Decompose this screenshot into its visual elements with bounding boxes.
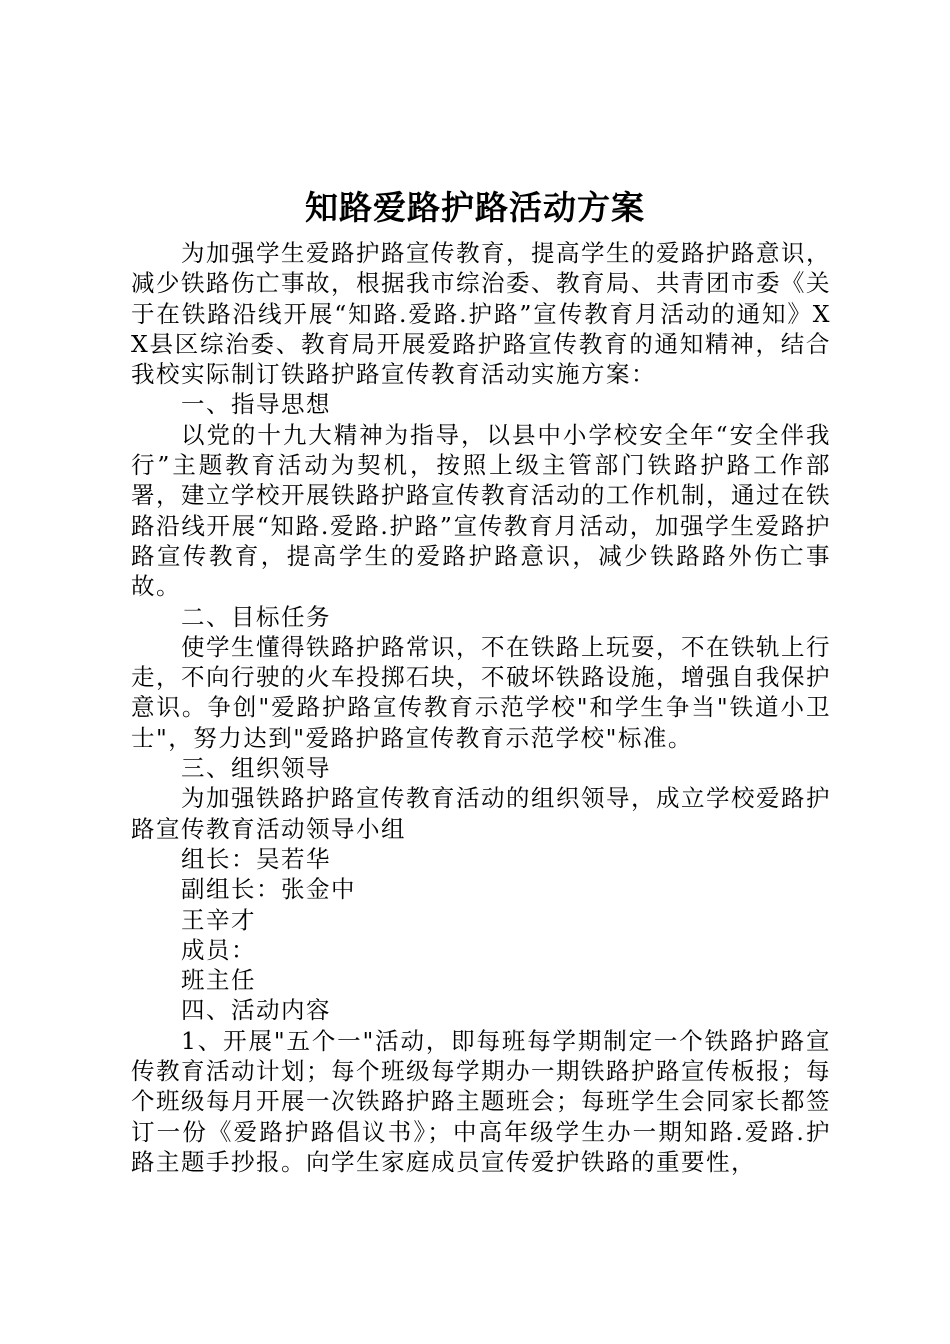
members-value: 班主任: [181, 966, 256, 995]
document-title: 知路爱路护路活动方案: [305, 188, 645, 227]
members-label: 成员：: [181, 935, 256, 964]
deputy-leader: 副组长：张金中: [181, 875, 356, 904]
activities-paragraph-1: 1、开展"五个一"活动，即每班每学期制定一个铁路护路宣传教育活动计划；每个班级每学期办一期铁路护路宣传板报；每个班级每月开展一次铁路护路主题班会；每班学生会同家长都签订一份《爱路护路倡议书》；中高年级学生办一期知路.爱路.护路主题手抄报。向学生家庭成员宣传爱护铁路的重要性，: [131, 1026, 831, 1176]
section-heading-activities: 四、活动内容: [181, 996, 331, 1025]
guiding-thought-paragraph: 以党的十九大精神为指导，以县中小学校安全年“安全伴我行”主题教育活动为契机，按照上级主管部门铁路护路工作部署，建立学校开展铁路护路宣传教育活动的工作机制，通过在铁路沿线开展“知路.爱路.护路”宣传教育月活动，加强学生爱路护路宣传教育，提高学生的爱路护路意识，减少铁路路外伤亡事故。: [131, 420, 831, 601]
team-leader: 组长：吴若华: [181, 844, 331, 873]
document-body: [131, 238, 831, 1177]
section-heading-organization: 三、组织领导: [181, 754, 331, 783]
section-heading-goals: 二、目标任务: [181, 602, 331, 631]
organization-paragraph: 为加强铁路护路宣传教育活动的组织领导，成立学校爱路护路宣传教育活动领导小组: [131, 784, 831, 843]
goals-paragraph: 使学生懂得铁路护路常识，不在铁路上玩耍，不在铁轨上行走，不向行驶的火车投掷石块，不破坏铁路设施，增强自我保护意识。争创"爱路护路宣传教育示范学校"和学生争当"铁道小卫士"，努力达到"爱路护路宣传教育示范学校"标准。: [131, 632, 831, 752]
section-heading-guiding-thought: 一、指导思想: [181, 390, 331, 419]
deputy-leader-second: 王辛才: [181, 905, 256, 934]
intro-paragraph: 为加强学生爱路护路宣传教育，提高学生的爱路护路意识，减少铁路伤亡事故，根据我市综治委、教育局、共青团市委《关于在铁路沿线开展“知路.爱路.护路”宣传教育月活动的通知》XX县区综治委、教育局开展爱路护路宣传教育的通知精神，结合我校实际制订铁路护路宣传教育活动实施方案：: [131, 239, 831, 389]
